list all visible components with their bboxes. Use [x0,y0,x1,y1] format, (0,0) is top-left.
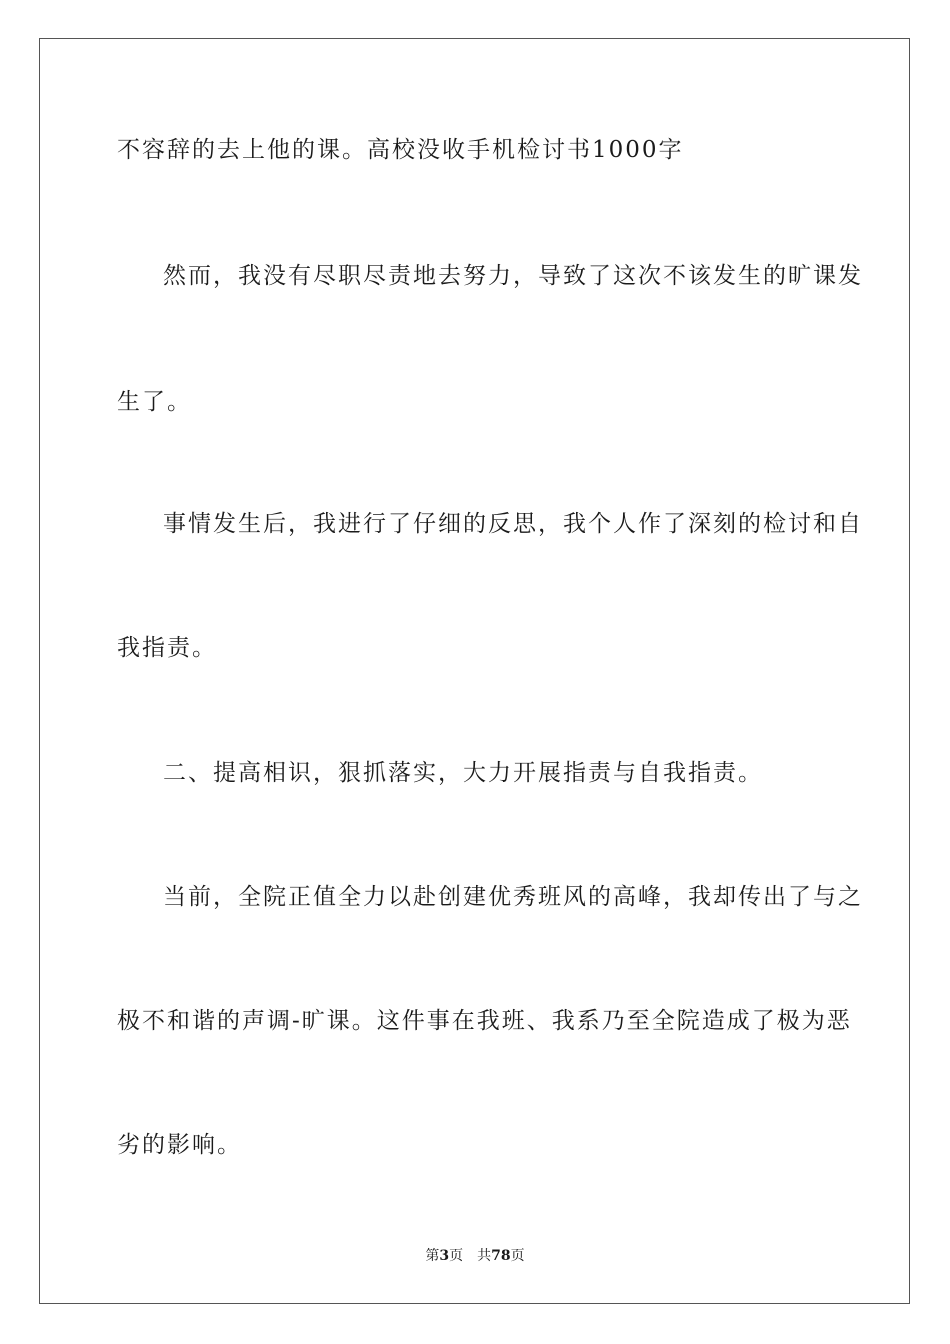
body-line-4: 事情发生后，我进行了仔细的反思，我个人作了深刻的检讨和自 [163,511,863,537]
footer-total-prefix: 共 [477,1248,492,1264]
page-footer [0,1247,950,1265]
footer-page-number: 3 [439,1248,450,1264]
body-line-2: 然而，我没有尽职尽责地去努力，导致了这次不该发生的旷课发 [163,263,863,289]
footer-page-prefix: 第 [425,1248,440,1264]
footer-total-suffix: 页 [510,1248,525,1264]
body-line-5: 我指责。 [117,635,217,661]
footer-total-pages: 78 [491,1248,511,1264]
body-line-1: 不容辞的去上他的课。高校没收手机检讨书1000字 [117,137,684,163]
footer-page-suffix: 页 [449,1248,464,1264]
page-border [39,38,910,1304]
body-line-3: 生了。 [117,389,192,415]
body-line-8: 极不和谐的声调-旷课。这件事在我班、我系乃至全院造成了极为恶 [117,1008,852,1034]
body-line-7: 当前，全院正值全力以赴创建优秀班风的高峰，我却传出了与之 [163,884,863,910]
body-line-9: 劣的影响。 [117,1132,242,1158]
body-line-6: 二、提高相识，狠抓落实，大力开展指责与自我指责。 [163,760,763,786]
